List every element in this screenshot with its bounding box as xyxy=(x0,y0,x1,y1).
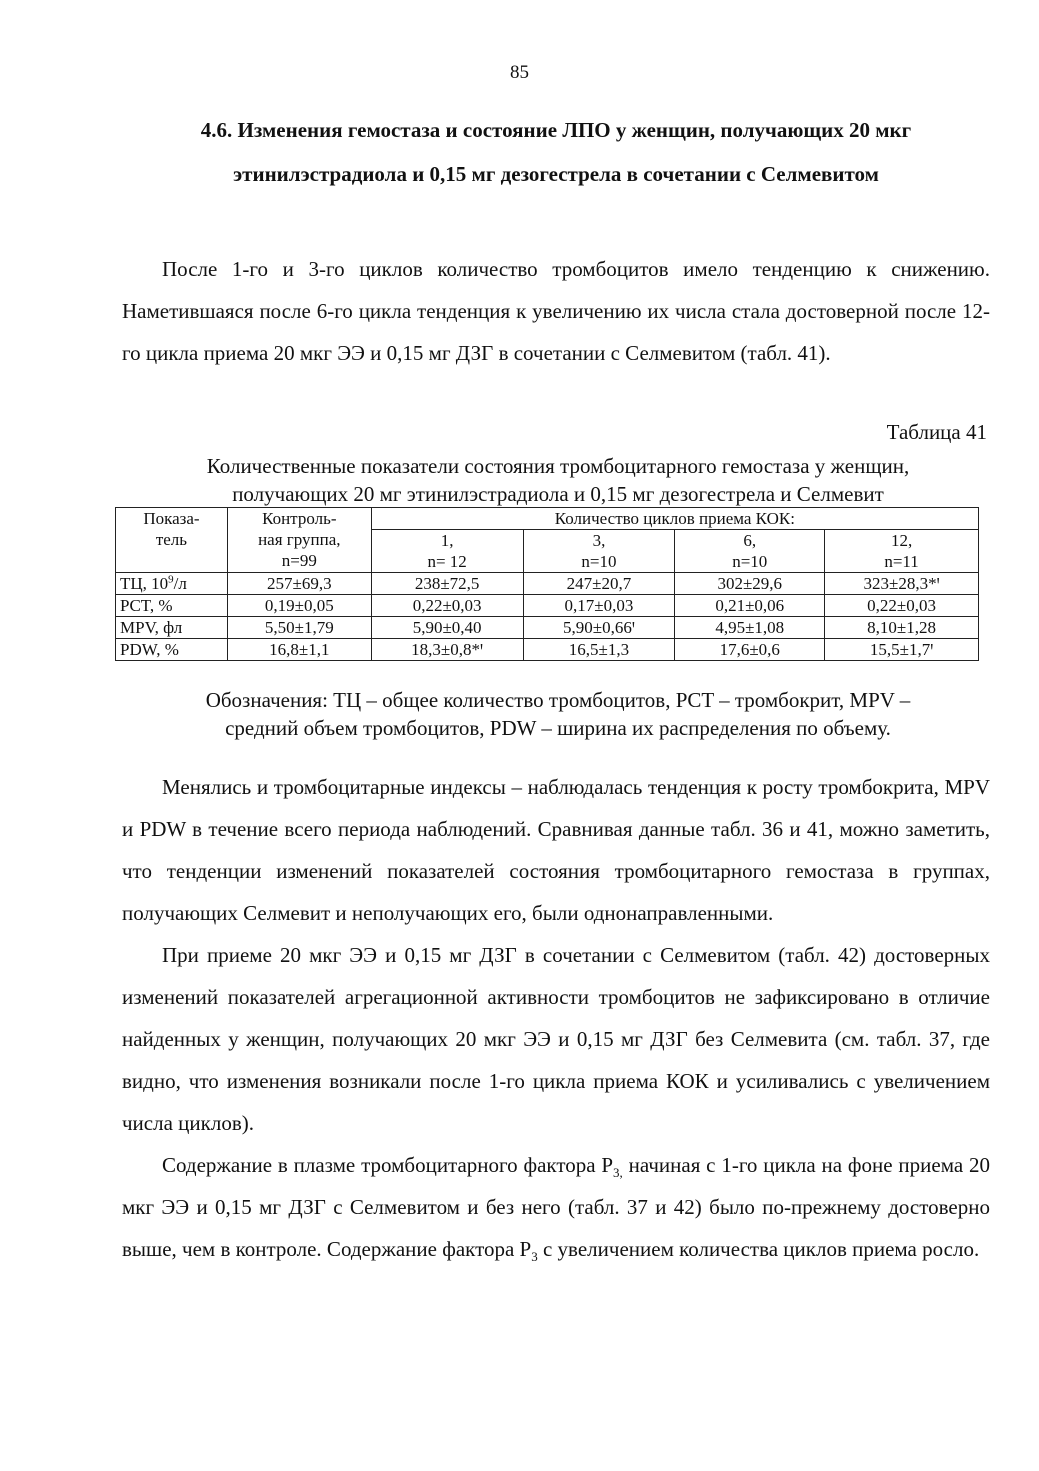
table-cell: 17,6±0,6 xyxy=(675,639,825,661)
table-caption xyxy=(118,452,998,508)
table-cell: 0,21±0,06 xyxy=(675,595,825,617)
header-cycle-n: n=10 xyxy=(523,551,675,573)
header-control-line-3: n=99 xyxy=(281,551,317,570)
table-cell: 5,50±1,79 xyxy=(227,617,371,639)
table-cell: 5,90±0,40 xyxy=(371,617,523,639)
table-cell: 8,10±1,28 xyxy=(825,617,979,639)
indicator-superscript: 9 xyxy=(168,573,174,586)
header-cycle-n: n=11 xyxy=(825,551,979,573)
table-cell: 16,5±1,3 xyxy=(523,639,675,661)
table-cell: 257±69,3 xyxy=(227,573,371,595)
header-cycle-label: 12, xyxy=(825,530,979,552)
table-notes xyxy=(118,686,998,742)
row-indicator: PDW, % xyxy=(116,639,228,661)
table-number: Таблица 41 xyxy=(886,420,987,444)
p3-text-1: Содержание в плазме тромбоцитарного фактора Р xyxy=(162,1153,614,1177)
table-cell: 5,90±0,66ꞌ xyxy=(523,617,675,639)
header-control xyxy=(227,508,371,573)
table-cell: 0,22±0,03 xyxy=(371,595,523,617)
page-number: 85 xyxy=(510,62,529,83)
body-text-block xyxy=(122,766,990,1270)
table-notes-line-2: средний объем тромбоцитов, PDW – ширина их распределения по объему. xyxy=(225,716,891,740)
table-cell: 0,17±0,03 xyxy=(523,595,675,617)
header-cycle-label: 3, xyxy=(523,530,675,552)
table-caption-line-1: Количественные показатели состояния тромбоцитарного гемостаза у женщин, xyxy=(206,454,910,478)
section-heading xyxy=(118,108,994,196)
header-cycle-n: n=10 xyxy=(675,551,825,573)
p3-text-2: начиная с 1-го цикла на фоне приема 20 мкг ЭЭ и 0,15 мг ДЗГ с Селмевитом и без него (табл. 37 и 42) было по-прежнему достоверно выше, чем в контроле. Содержание фактора Р xyxy=(122,1153,991,1261)
section-heading-line-1: 4.6. Изменения гемостаза и состояние ЛПО у женщин, получающих 20 мкг xyxy=(200,118,912,142)
table-cell: 247±20,7 xyxy=(523,573,675,595)
header-indicator-line-2: тель xyxy=(155,530,188,549)
table-caption-line-2: получающих 20 мг этинилэстрадиола и 0,15 мг дезогестрела и Селмевит xyxy=(232,482,884,506)
intro-paragraph: После 1-го и 3-го циклов количество тромбоцитов имело тенденцию к снижению. Наметившаяся после 6-го цикла тенденция к увеличению их числа стала достоверной после 12-го цикла приема 20 мкг ЭЭ и 0,15 мг ДЗГ в сочетании с Селмевитом (табл. 41). xyxy=(122,257,990,365)
table-row xyxy=(116,573,979,595)
header-indicator xyxy=(116,508,228,573)
table-notes-line-1: Обозначения: ТЦ – общее количество тромбоцитов, PCT – тромбокрит, MPV – xyxy=(205,688,911,712)
p3-subscript-1: 3, xyxy=(613,1165,623,1181)
header-cycle-label: 1, xyxy=(371,530,523,552)
table-cell: 4,95±1,08 xyxy=(675,617,825,639)
row-indicator xyxy=(116,573,228,595)
table-row xyxy=(116,617,979,639)
p3-text-3: с увеличением количества циклов приема росло. xyxy=(537,1237,980,1261)
header-control-line-1: Контроль- xyxy=(262,509,337,528)
table-cell: 16,8±1,1 xyxy=(227,639,371,661)
platelet-table xyxy=(115,507,979,661)
table-cell: 0,19±0,05 xyxy=(227,595,371,617)
table-cell: 323±28,3*ꞌ xyxy=(825,573,979,595)
header-control-line-2: ная группа, xyxy=(258,530,341,549)
table-cell: 302±29,6 xyxy=(675,573,825,595)
table-row xyxy=(116,639,979,661)
table-row xyxy=(116,595,979,617)
header-cycles-title: Количество циклов приема КОК: xyxy=(371,508,978,530)
row-indicator: MPV, фл xyxy=(116,617,228,639)
intro-text-block xyxy=(122,248,990,374)
table-cell: 238±72,5 xyxy=(371,573,523,595)
table-cell: 15,5±1,7ꞌ xyxy=(825,639,979,661)
table-cell: 0,22±0,03 xyxy=(825,595,979,617)
paragraph-factor-p3 xyxy=(122,1144,990,1270)
indicator-text: ТЦ, 10 xyxy=(120,574,169,593)
paragraph-aggregation: При приеме 20 мкг ЭЭ и 0,15 мг ДЗГ в сочетании с Селмевитом (табл. 42) достоверных изменений показателей агрегационной активности тромбоцитов не зафиксировано в отличие найденных у женщин, получающих 20 мкг ЭЭ и 0,15 мг ДЗГ без Селмевита (см. табл. 37, где видно, что изменения возникали после 1-го цикла приема КОК и усиливались с увеличением числа циклов). xyxy=(122,943,990,1135)
table-cell: 18,3±0,8*ꞌ xyxy=(371,639,523,661)
header-cycle-label: 6, xyxy=(675,530,825,552)
header-cycle-n: n= 12 xyxy=(371,551,523,573)
row-indicator: PCT, % xyxy=(116,595,228,617)
paragraph-indices: Менялись и тромбоцитарные индексы – наблюдалась тенденция к росту тромбокрита, MPV и PDW в течение всего периода наблюдений. Сравнивая данные табл. 36 и 41, можно заметить, что тенденции изменений показателей состояния тромбоцитарного гемостаза в группах, получающих Селмевит и неполучающих его, были однонаправленными. xyxy=(122,775,990,925)
header-indicator-line-1: Показа- xyxy=(143,509,200,528)
indicator-suffix: /л xyxy=(173,574,187,593)
p3-subscript-2: 3 xyxy=(531,1249,538,1265)
section-heading-line-2: этинилэстрадиола и 0,15 мг дезогестрела в сочетании с Селмевитом xyxy=(233,162,879,186)
